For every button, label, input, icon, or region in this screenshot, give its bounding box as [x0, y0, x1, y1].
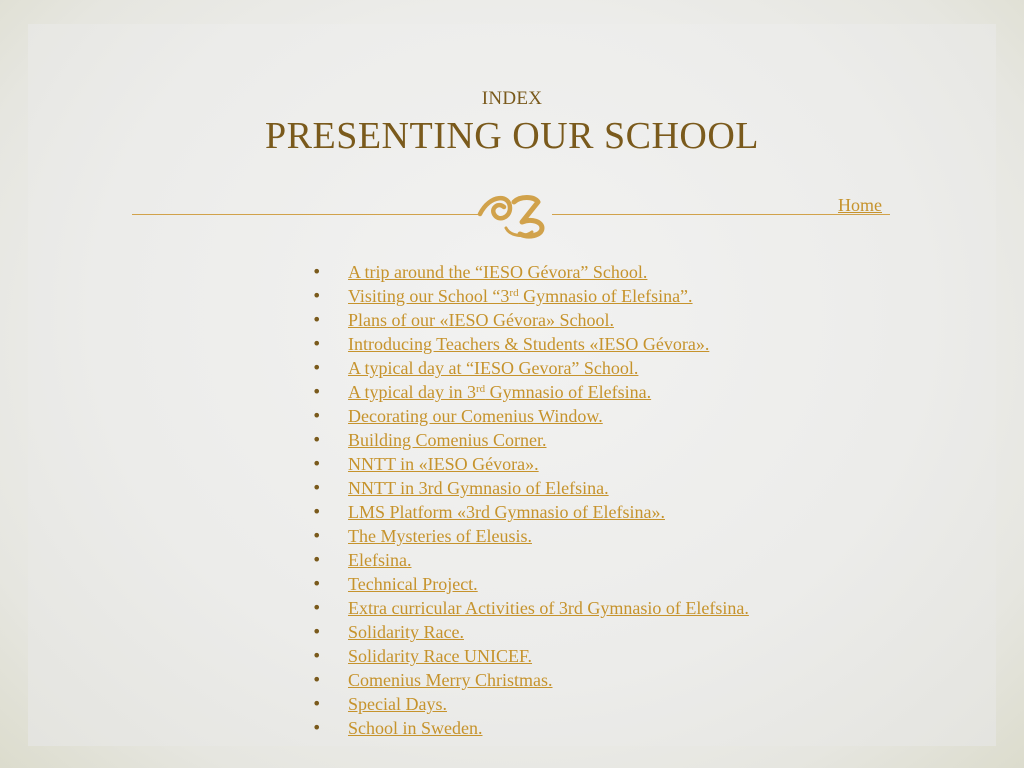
index-link[interactable]: [348, 310, 614, 330]
index-list-item: [312, 356, 749, 380]
index-link-text: Visiting our School “3: [348, 286, 510, 306]
index-link-text: Extra curricular Activities of 3rd Gymnasio of Elefsina.: [348, 598, 749, 618]
index-link-text: Solidarity Race UNICEF.: [348, 646, 533, 666]
index-link[interactable]: [348, 478, 609, 498]
bullet-dot-icon: •: [312, 406, 322, 425]
index-link[interactable]: [348, 262, 647, 282]
index-link-text: The Mysteries of Eleusis.: [348, 526, 532, 546]
index-link[interactable]: [348, 286, 693, 306]
index-link-text: Decorating our Comenius Window.: [348, 406, 603, 426]
index-link-text: School in Sweden.: [348, 718, 483, 738]
bullet-dot-icon: •: [312, 646, 322, 665]
index-link-text: A typical day at “IESO Gevora” School.: [348, 358, 639, 378]
index-list-item: [312, 548, 749, 572]
home-link[interactable]: Home: [838, 195, 882, 215]
index-list-item: [312, 572, 749, 596]
index-link-text: A trip around the “IESO Gévora” School.: [348, 262, 648, 282]
index-list-item: [312, 500, 749, 524]
bullet-dot-icon: •: [312, 334, 322, 353]
index-link-text: Building Comenius Corner.: [348, 430, 547, 450]
index-link[interactable]: [348, 358, 638, 378]
bullet-dot-icon: •: [312, 502, 322, 521]
index-list-item: [312, 692, 749, 716]
index-list-item: [312, 332, 749, 356]
bullet-dot-icon: •: [312, 718, 322, 737]
bullet-dot-icon: •: [312, 670, 322, 689]
bullet-dot-icon: •: [312, 622, 322, 641]
index-list-item: [312, 428, 749, 452]
index-list: [312, 260, 749, 740]
flourish-ornament-icon: [476, 188, 552, 240]
bullet-dot-icon: •: [312, 382, 322, 401]
index-link[interactable]: [348, 550, 411, 570]
index-subtitle: INDEX: [481, 88, 543, 109]
index-link-text: NNTT in «IESO Gévora».: [348, 454, 539, 474]
index-link[interactable]: [348, 406, 603, 426]
index-list-item: [312, 260, 749, 284]
index-link-text: Introducing Teachers & Students «IESO Gévora».: [348, 334, 710, 354]
index-link-text-end: Gymnasio of Elefsina”.: [518, 286, 693, 306]
index-list-item: [312, 452, 749, 476]
bullet-dot-icon: •: [312, 454, 322, 473]
index-link[interactable]: [348, 334, 709, 354]
index-link[interactable]: [348, 382, 651, 402]
index-list-item: [312, 620, 749, 644]
index-link-text: Plans of our «IESO Gévora» School.: [348, 310, 614, 330]
bullet-dot-icon: •: [312, 526, 322, 545]
index-link-text: Solidarity Race.: [348, 622, 464, 642]
index-link[interactable]: [348, 574, 478, 594]
index-link[interactable]: [348, 718, 483, 738]
divider-line-left: [132, 214, 480, 215]
index-link-text: Elefsina.: [348, 550, 412, 570]
index-link[interactable]: [348, 526, 532, 546]
index-link[interactable]: [348, 622, 464, 642]
bullet-dot-icon: •: [312, 598, 322, 617]
bullet-dot-icon: •: [312, 574, 322, 593]
index-list-item: [312, 380, 749, 404]
index-list-item: [312, 644, 749, 668]
index-link[interactable]: [348, 454, 539, 474]
index-link[interactable]: [348, 502, 665, 522]
index-list-item: [312, 716, 749, 740]
bullet-dot-icon: •: [312, 310, 322, 329]
index-link-superscript: rd: [475, 383, 486, 395]
index-link-text: NNTT in 3rd Gymnasio of Elefsina.: [348, 478, 609, 498]
index-link[interactable]: [348, 694, 447, 714]
bullet-dot-icon: •: [312, 286, 322, 305]
index-link-text: Comenius Merry Christmas.: [348, 670, 553, 690]
index-link-text-end: Gymnasio of Elefsina.: [485, 382, 652, 402]
bullet-dot-icon: •: [312, 550, 322, 569]
index-list-item: [312, 596, 749, 620]
index-list-item: [312, 668, 749, 692]
index-link[interactable]: [348, 598, 749, 618]
index-link-superscript: rd: [509, 287, 519, 299]
bullet-dot-icon: •: [312, 694, 322, 713]
index-list-item: [312, 284, 749, 308]
index-list-item: [312, 524, 749, 548]
index-link[interactable]: [348, 646, 532, 666]
index-link[interactable]: [348, 670, 553, 690]
index-link[interactable]: [348, 430, 547, 450]
index-list-item: [312, 404, 749, 428]
index-list-item: [312, 308, 749, 332]
index-link-text: A typical day in 3: [348, 382, 476, 402]
index-link-text: Technical Project.: [348, 574, 478, 594]
bullet-dot-icon: •: [312, 358, 322, 377]
bullet-dot-icon: •: [312, 430, 322, 449]
index-list-item: [312, 476, 749, 500]
bullet-dot-icon: •: [312, 478, 322, 497]
page-title: PRESENTING OUR SCHOOL: [265, 115, 759, 157]
index-link-text: Special Days.: [348, 694, 447, 714]
index-link-text: LMS Platform «3rd Gymnasio of Elefsina».: [348, 502, 665, 522]
bullet-dot-icon: •: [312, 262, 322, 281]
